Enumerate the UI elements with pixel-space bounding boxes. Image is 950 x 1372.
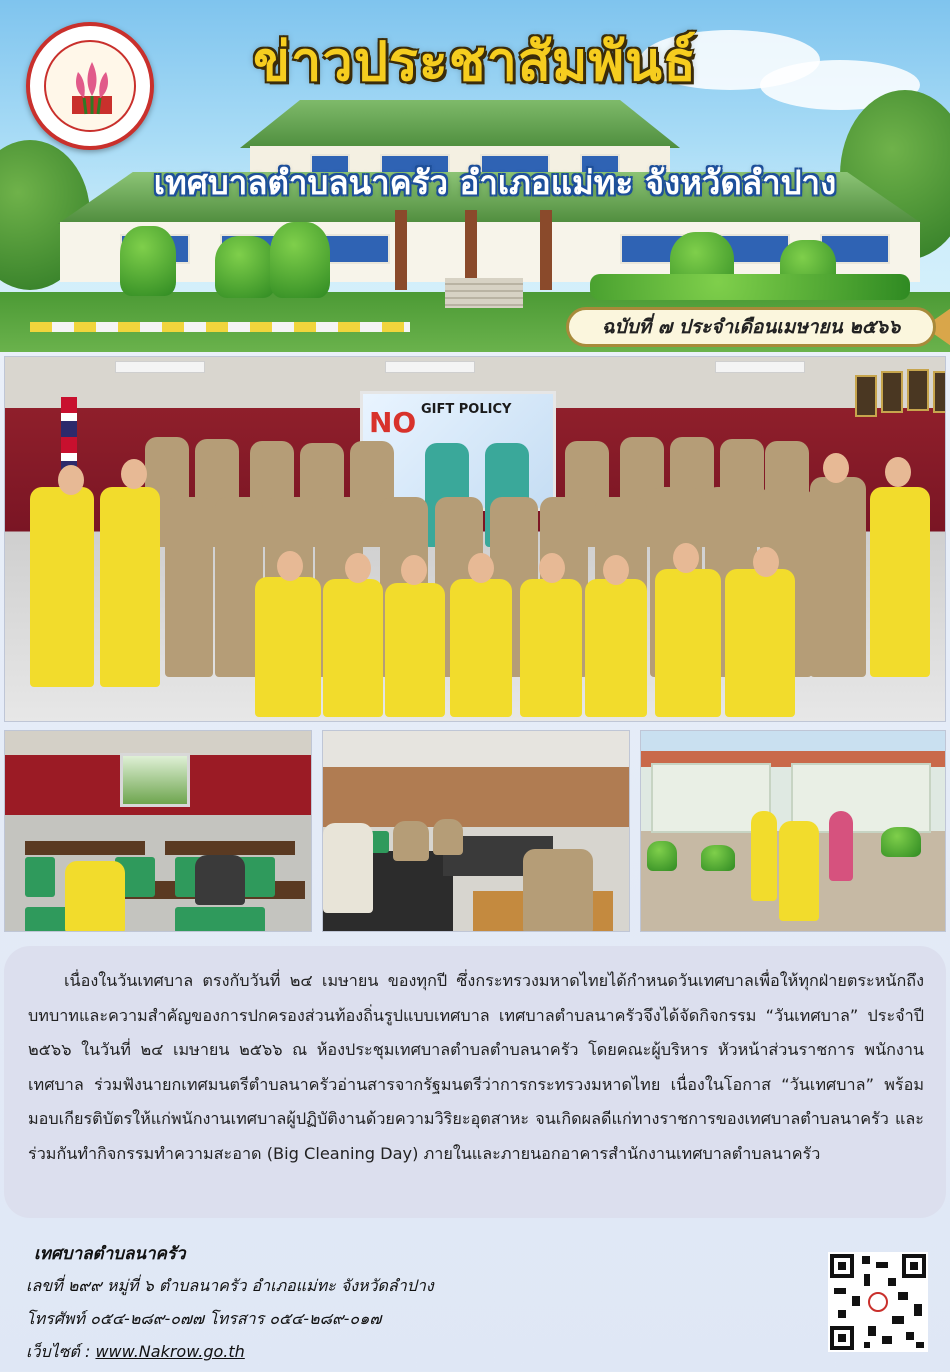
shrub	[215, 236, 275, 298]
meeting-room-photo	[4, 730, 312, 932]
municipality-logo	[26, 22, 154, 150]
header-banner	[0, 0, 950, 352]
contact-footer	[26, 1240, 726, 1372]
conference-table-photo	[322, 730, 630, 932]
footer-website-row	[26, 1340, 726, 1372]
page-title: ข่าวประชาสัมพันธ์	[253, 30, 697, 93]
roof-upper	[210, 100, 710, 148]
qr-code-icon[interactable]	[828, 1252, 928, 1352]
issue-label: ฉบับที่ ๗ ประจำเดือนเมษายน ๒๕๖๖	[566, 307, 936, 347]
footer-address: เลขที่ ๒๙๙ หมู่ที่ ๖ ตำบลนาครัว อำเภอแม่ทะ จังหวัดลำปาง	[26, 1276, 434, 1295]
hedge-row	[590, 274, 910, 300]
shrub	[270, 222, 330, 298]
news-body-box	[4, 946, 946, 1218]
big-cleaning-day-photo	[640, 730, 946, 932]
lotus-emblem-icon	[44, 40, 136, 132]
curb	[30, 322, 410, 332]
entrance-steps	[445, 278, 523, 308]
screen-text: NO	[369, 406, 417, 439]
news-paragraph: เนื่องในวันเทศบาล ตรงกับวันที่ ๒๔ เมษายน ของทุกปี ซึ่งกระทรวงมหาดไทยได้กำหนดวันเทศบาลเพื่อให้ทุกฝ่ายตระหนักถึงบทบาทและความสำคัญของการปกครองส่วนท้องถิ่นรูปแบบเทศบาล เทศบาลตำบลนาครัวจึงได้จัดกิจกรรม “วันเทศบาล” ประจำปี ๒๕๖๖ ในวันที่ ๒๔ เมษายน ๒๕๖๖ ณ ห้องประชุมเทศบาลตำบลตำบลนาครัว โดยคณะผู้บริหาร หัวหน้าส่วนราชการ พนักงานเทศบาล ร่วมฟังนายกเทศมนตรีตำบลนาครัวอ่านสารจากรัฐมนตรีว่าการกระทรวงมหาดไทย เนื่องในโอกาส “วันเทศบาล” พร้อมมอบเกียรติบัตรให้แก่พนักงานเทศบาลผู้ปฏิบัติงานด้วยความวิริยะอุตสาหะ จนเกิดผลดีแก่ทางราชการของเทศบาลตำบลนาครัว และร่วมกันทำกิจกรรมทำความสะอาด (Big Cleaning Day) ภายในและภายนอกอาคารสำนักงานเทศบาลตำบลนาครัว	[28, 971, 924, 1163]
footer-organization: เทศบาลตำบลนาครัว	[34, 1244, 186, 1264]
website-link[interactable]: www.Nakrow.go.th	[95, 1342, 245, 1361]
footer-website-label: เว็บไซต์ :	[26, 1342, 96, 1361]
screen-subtext: GIFT POLICY	[421, 402, 512, 417]
qr-center-logo	[868, 1292, 888, 1312]
organization-title: เทศบาลตำบลนาครัว อำเภอแม่ทะ จังหวัดลำปาง	[153, 163, 837, 202]
group-photo	[4, 356, 946, 722]
footer-phone: โทรศัพท์ ๐๕๔-๒๘๙-๐๗๗ โทรสาร ๐๕๔-๒๘๙-๐๑๗	[26, 1309, 382, 1328]
shrub	[120, 226, 176, 296]
